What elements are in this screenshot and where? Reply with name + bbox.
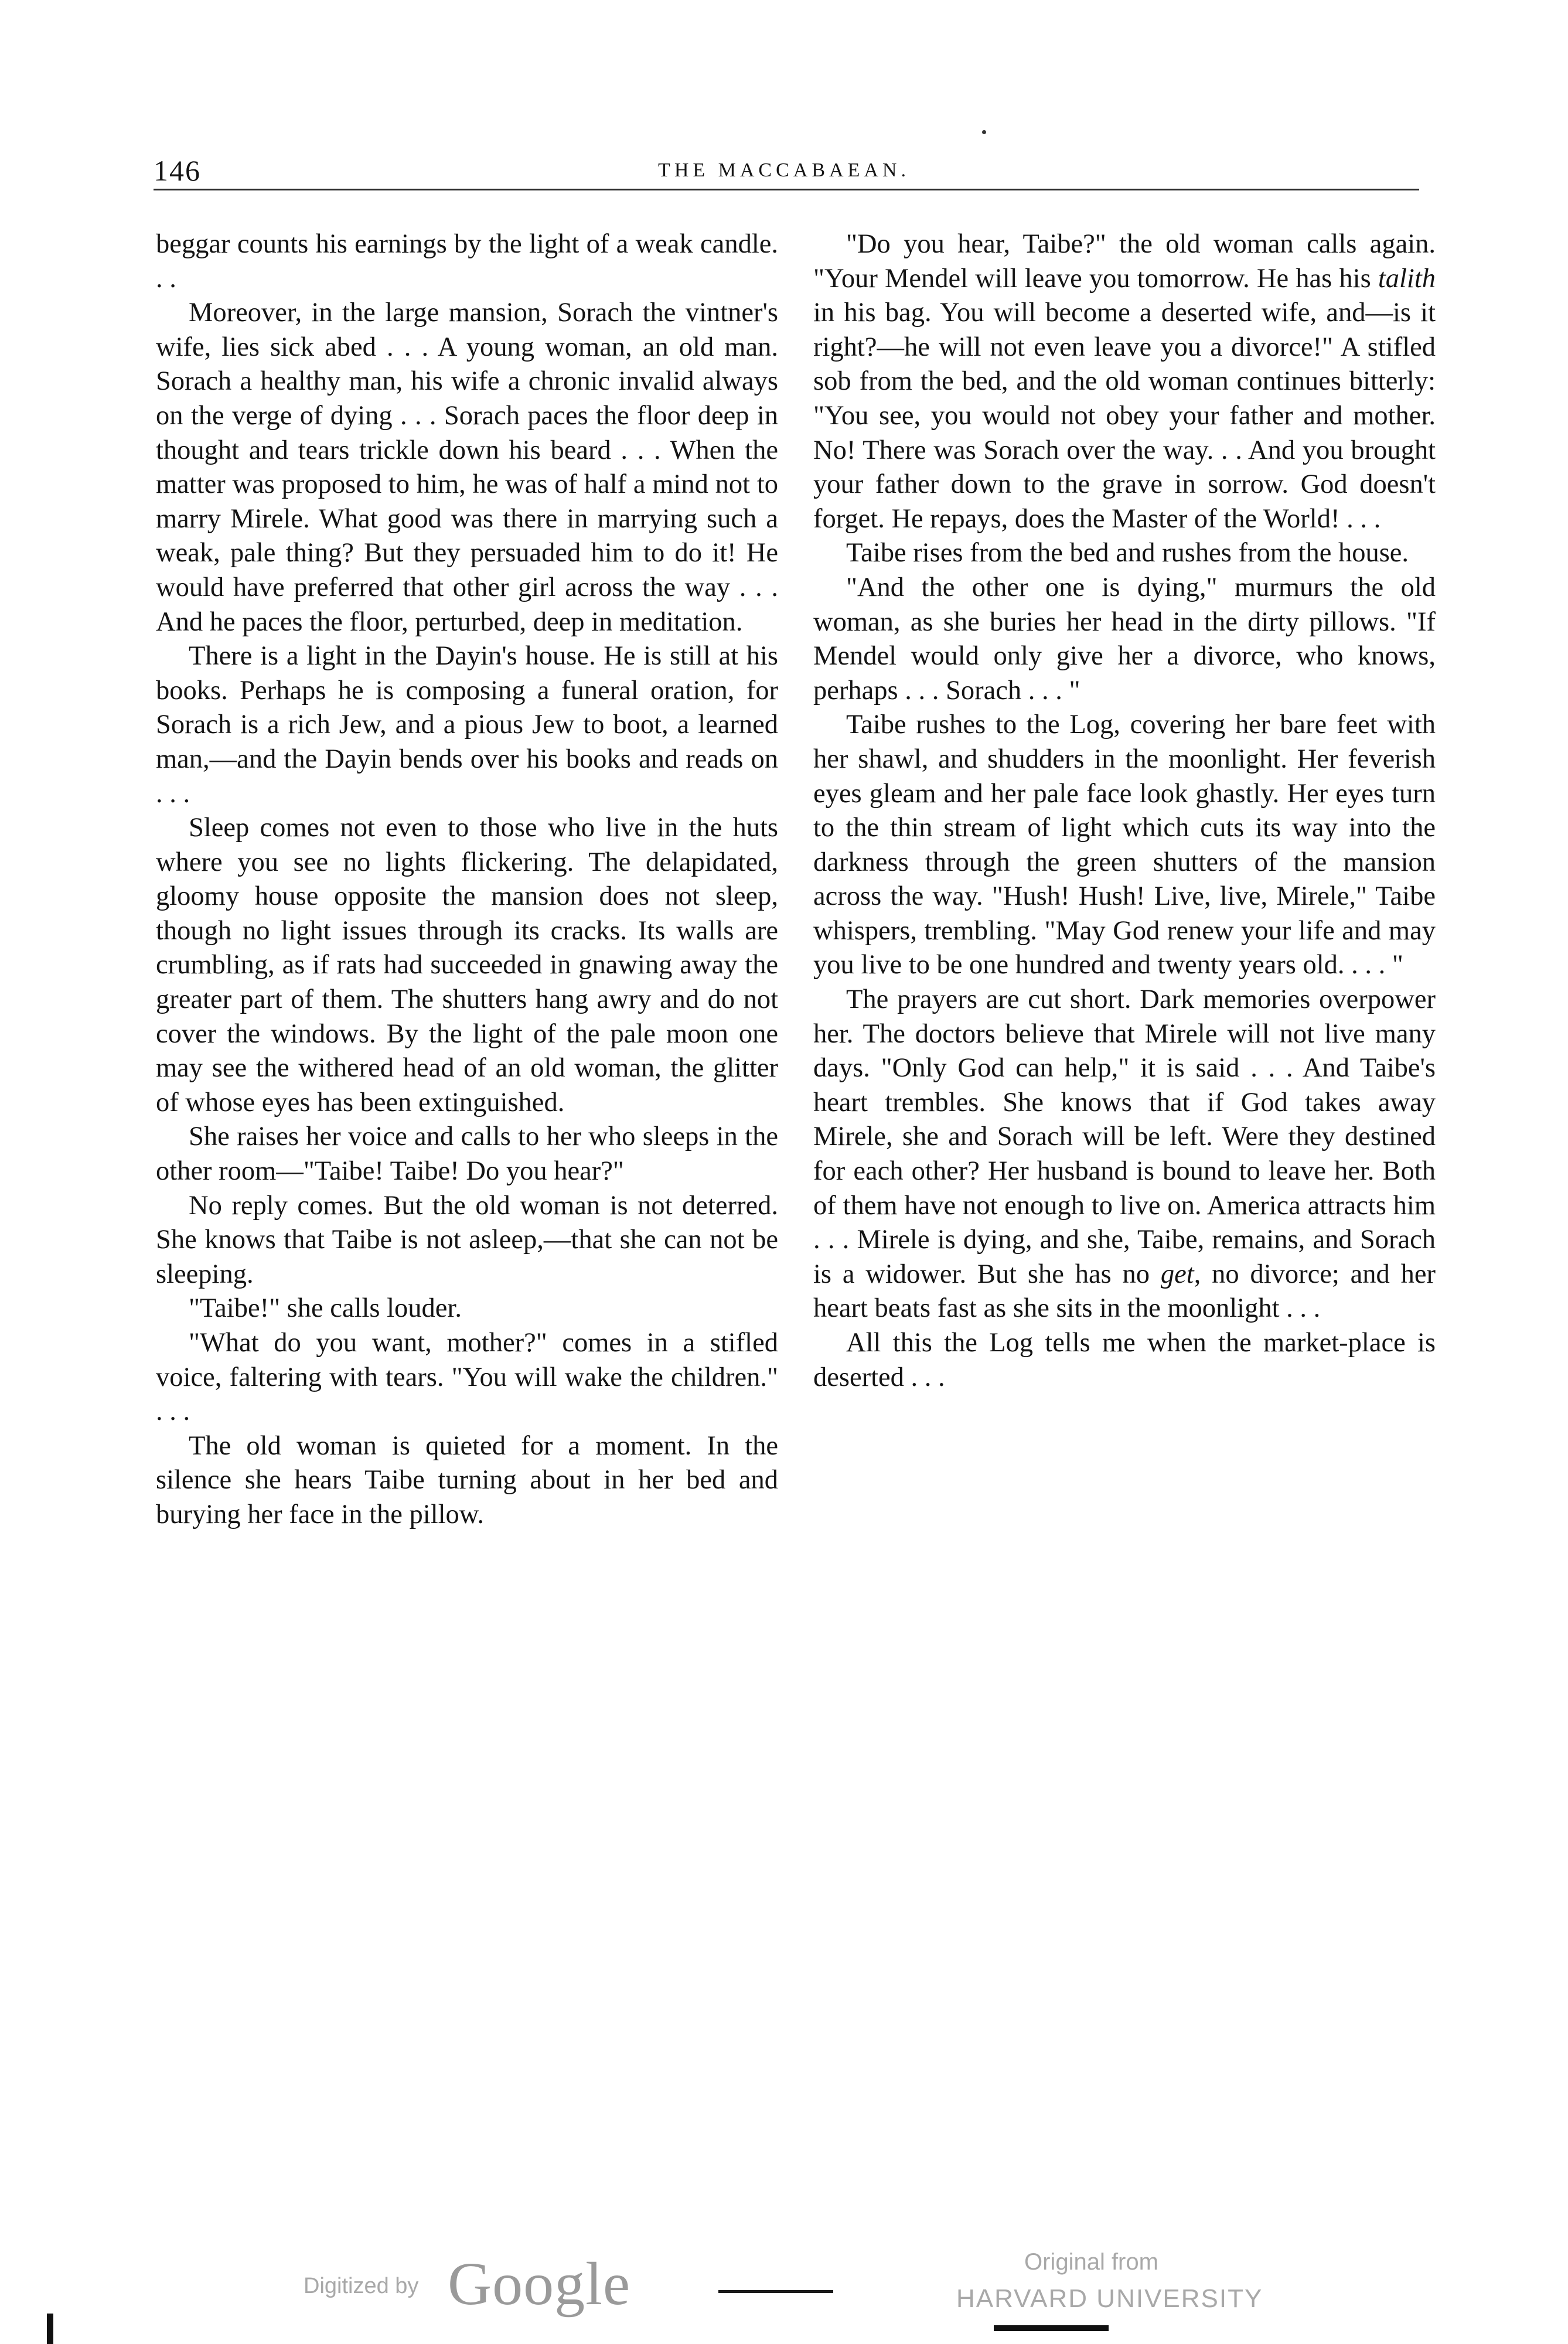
footer-bar (994, 2325, 1109, 2331)
paragraph (813, 571, 1436, 708)
paragraph: "Taibe!" she calls louder. (189, 1293, 462, 1324)
scan-edge-mark (47, 2314, 53, 2344)
text-run: "And the other one is dying," murmurs the old woman, as she buries her head in the dirty pillows. "If Mendel would only give her a divorce, who knows, perhaps . . . Sorach . . . " (813, 572, 1436, 706)
paragraph: She raises her voice and calls to her who sleeps in the other room—"Taibe! Taibe! Do you hear?" (156, 1122, 778, 1187)
right-column (813, 227, 1436, 1395)
text-run: in his bag. You will become a deserted wife, and—is it right?—he will not even leave you a divorce!" A stifled sob from the bed, and the old woman continues bitterly: "You see, you would not obey your father and mother. No! There was Sorach over the way. . . And you brought your father down to the grave in sorrow. God doesn't forget. He repays, does the Master of the World! . . . (813, 298, 1436, 534)
running-head: THE MACCABAEAN. (658, 159, 910, 181)
paragraph: There is a light in the Dayin's house. He is still at his books. Perhaps he is composing a funeral oration, for Sorach is a rich Jew, and a pious Jew to boot, a learned man,—and the Dayin bends over his books and reads on . . . (156, 641, 778, 809)
stray-dot (982, 130, 986, 134)
left-column (156, 227, 778, 1532)
footer-institution: HARVARD UNIVERSITY (956, 2284, 1263, 2313)
paragraph (813, 708, 1436, 983)
text-run: Taibe rises from the bed and rushes from the house. (846, 538, 1409, 568)
italic-word: talith (1378, 263, 1436, 294)
paragraph: The old woman is quieted for a moment. In the silence she hears Taibe turning about in her bed and burying her face in the pillow. (156, 1430, 778, 1529)
footer-original-from: Original from (1024, 2249, 1158, 2275)
google-logo: Google (448, 2250, 631, 2318)
text-run: "Do you hear, Taibe?" the old woman calls again. "Your Mendel will leave you tomorrow. He has his (813, 229, 1436, 294)
paragraph (813, 227, 1436, 536)
paragraph (813, 1326, 1436, 1395)
paragraph: "What do you want, mother?" comes in a stifled voice, faltering with tears. "You will wake the children." . . . (156, 1328, 778, 1427)
italic-word: get, (1160, 1259, 1201, 1289)
text-run: The prayers are cut short. Dark memories overpower her. The doctors believe that Mirele will not live many days. "Only God can help," it is said . . . And Taibe's heart trembles. She knows that if God takes away Mirele, she and Sorach will be left. Were they destined for each other? Her husband is bound to leave her. Both of them have not enough to live on. America attracts him . . . Mirele is dying, and she, Taibe, remains, and Sorach is a widower. But she has no (813, 984, 1436, 1289)
footer-digitized-by: Digitized by (304, 2274, 419, 2298)
footer-line (718, 2290, 833, 2293)
text-run: All this the Log tells me when the market-place is deserted . . . (813, 1328, 1436, 1392)
paragraph (813, 983, 1436, 1326)
paragraph (813, 536, 1436, 571)
page-number: 146 (154, 154, 201, 187)
header-rule (154, 189, 1419, 190)
paragraph: No reply comes. But the old woman is not deterred. She knows that Taibe is not asleep,—that she can not be sleeping. (156, 1190, 778, 1289)
paragraph: Sleep comes not even to those who live in the huts where you see no lights flickering. The delapidated, gloomy house opposite the mansion does not sleep, though no light issues through its cracks. Its walls are crumbling, as if rats had succeeded in gnawing away the greater part of them. The shutters hang awry and do not cover the windows. By the light of the pale moon one may see the withered head of an old woman, the glitter of whose eyes has been extinguished. (156, 813, 778, 1118)
paragraph: beggar counts his earnings by the light of a weak candle. . . (156, 229, 778, 294)
text-run: Taibe rushes to the Log, covering her bare feet with her shawl, and shudders in the moonlight. Her feverish eyes gleam and her pale face look ghastly. Her eyes turn to the thin stream of light which cuts its way into the darkness through the green shutters of the mansion across the way. "Hush! Hush! Live, live, Mirele," Taibe whispers, trembling. "May God renew your life and may you live to be one hundred and twenty years old. . . . " (813, 710, 1436, 980)
text-run: no divorce; and her heart beats fast as she sits in the moonlight . . . (813, 1259, 1436, 1324)
paragraph: Moreover, in the large mansion, Sorach the vintner's wife, lies sick abed . . . A young woman, an old man. Sorach a healthy man, his wife a chronic invalid always on the verge of dying . . . Sorach paces the floor deep in thought and tears trickle down his beard . . . When the matter was proposed to him, he was of half a mind not to marry Mirele. What good was there in marrying such a weak, pale thing? But they persuaded him to do it! He would have preferred that other girl across the way . . . And he paces the floor, perturbed, deep in meditation. (156, 298, 778, 637)
